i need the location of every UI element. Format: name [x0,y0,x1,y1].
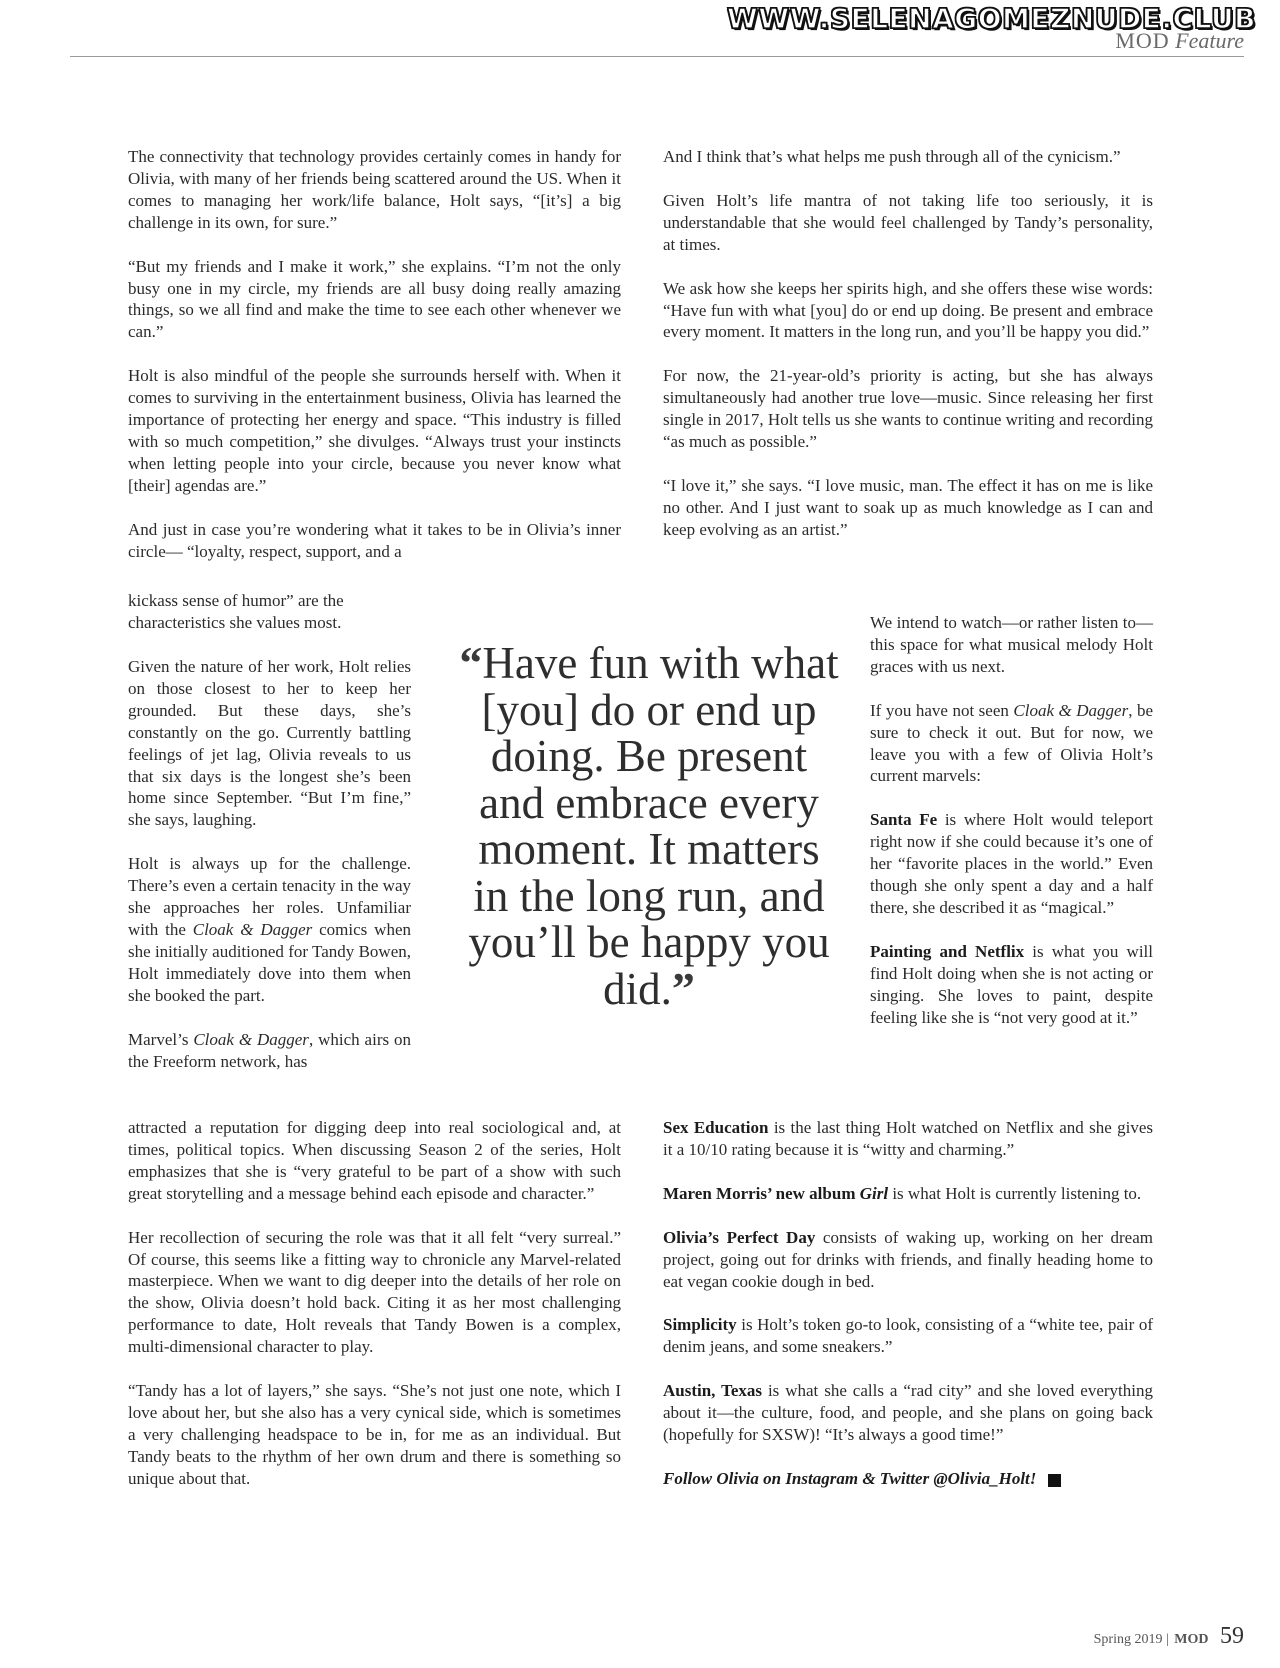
paragraph [870,809,1153,919]
right-column-bottom [663,1117,1153,1490]
text: is what she calls a “rad city” and she loved everything about it—the culture, food, and people, and she plans on going back (hopefully for SXSW)! “It’s always a good time!” [663,1381,1153,1445]
left-inner-circle-end [128,612,621,634]
item-heading: Simplicity [663,1315,737,1335]
right-narrow-column [870,612,1153,1029]
show-title: Cloak & Dagger [192,919,313,939]
item-heading: Sex Education [663,1118,769,1137]
end-mark-icon [1048,1474,1061,1487]
item-heading: Santa Fe [870,810,938,830]
paragraph [663,1117,1153,1161]
show-title: Cloak & Dagger [1013,700,1129,720]
watermark: WWW.SELENAGOMEZNUDE.CLUB [726,2,1256,35]
text: is what Holt is currently listening to. [888,1183,1142,1203]
left-column-bottom [128,1117,621,1490]
footer-magazine: MOD [1174,1632,1209,1647]
show-title: Cloak & Dagger [193,1029,309,1049]
item-heading: Olivia’s Perfect Day [663,1227,816,1247]
item-heading: Maren Morris’ new album [663,1183,860,1203]
text: , which airs on the Freeform network, has [128,1029,411,1071]
paragraph: Given Holt’s life mantra of not taking life too seriously, it is understandable that she would feel challenged by Tandy’s personality, at times. [663,190,1153,254]
text: Marvel’s [128,1029,194,1049]
paragraph [128,853,411,1006]
paragraph: “I love it,” she says. “I love music, man. The effect it has on me is like no other. And I just want to soak up as much knowledge as I can and keep evolving as an artist.” [663,475,1153,539]
header-magazine: MOD [1115,28,1170,53]
item-heading: Painting and Netflix [870,941,1025,961]
text: , be sure to check it out. But for now, we leave you with a few of Olivia Holt’s current marvels: [870,700,1154,786]
paragraph: The connectivity that technology provides certainly comes in handy for Olivia, with many of her friends being scattered around the US. When it comes to managing her work/life balance, Holt says, “[it’s] a big challenge in its own, for sure.” [128,147,621,232]
text: is what you will find Holt doing when she is not acting or singing. She loves to paint, despite feeling like she is “not very good at it.” [870,941,1153,1027]
left-inner-circle-narrow [128,590,411,612]
social-follow-line: Follow Olivia on Instagram & Twitter @Olivia_Holt! [663,1468,1037,1488]
close-quote-mark: ” [671,962,695,1014]
paragraph: Holt is also mindful of the people she surrounds herself with. When it comes to surviving in the entertainment business, Olivia has learned the importance of protecting her energy and space. “This industry is filled with so much competition,” she divulges. “Always trust your instincts when letting people into your circle, because you never know what [their] agendas are.” [128,366,621,495]
paragraph: For now, the 21-year-old’s priority is acting, but she has always simultaneously had another true love—music. Since releasing her first single in 2017, Holt tells us she wants to continue writing and recording “as much as possible.” [663,366,1153,452]
paragraph: Her recollection of securing the role was that it all felt “very surreal.” Of course, this seems like a fitting way to chronicle any Marvel-related masterpiece. When we want to dig deeper into the details of her role on the show, Olivia doesn’t hold back. Citing it as her most challenging performance to date, Holt reveals that Tandy Bowen is a complex, multi-dimensional character to play. [128,1227,621,1357]
pull-quote-text: Have fun with what [you] do or end up doing. Be present and embrace every moment. It matters in the long run, and you’ll be happy you did. [468,638,839,1014]
paragraph-line: characteristics she values most. [128,613,342,632]
paragraph [870,700,1153,788]
text: comics when she initially auditioned for Tandy Bowen, Holt immediately dove into them when she booked the part. [128,919,411,1005]
section-header [1115,28,1244,54]
item-heading: Austin, Texas [663,1381,763,1401]
footer-separator: | [1165,1632,1169,1647]
open-quote-mark: “ [459,637,483,688]
paragraph: And I think that’s what helps me push through all of the cynicism.” [663,147,1121,166]
left-column-top [128,146,621,563]
text: is Holt’s token go-to look, consisting of a “white tee, pair of denim jeans, and some sneakers.” [663,1315,1153,1357]
text: If you have not seen [870,700,1014,720]
paragraph [663,1227,1153,1293]
paragraph: “Tandy has a lot of layers,” she says. “She’s not just one note, which I love about her, but she also has a very cynical side, which is sometimes a very challenging headspace to be in, for me as an individual. But Tandy beats to the rhythm of her own drum and there is something so unique about that. [128,1381,621,1488]
page-number: 59 [1220,1623,1244,1649]
paragraph-line: kickass sense of humor” are the [128,591,344,610]
footer-issue: Spring 2019 [1093,1632,1163,1647]
paragraph [663,1314,1153,1358]
album-title: Girl [859,1183,889,1203]
paragraph [663,1380,1153,1446]
paragraph [128,1029,411,1073]
paragraph: And just in case you’re wondering what it takes to be in Olivia’s inner circle— “loyalty, respect, support, and a [128,519,621,561]
text: is the last thing Holt watched on Netflix and she gives it a 10/10 rating because it is “witty and charming.” [663,1118,1154,1159]
pull-quote [458,637,840,1014]
text: Holt is always up for the challenge. There’s even a certain tenacity in the way she approaches her roles. Unfamiliar with the [128,854,411,939]
header-section: Feature [1175,28,1244,53]
text: is where Holt would teleport right now if she could because it’s one of her “favorite places in the world.” Even though she only spent a day and a half there, she described it as “magical.” [870,810,1154,917]
paragraph: attracted a reputation for digging deep into real sociological and, at times, political topics. When discussing Season 2 of the series, Holt emphasizes that she is “very grateful to be part of a show with such great storytelling and a message behind each episode and character.” [128,1118,621,1203]
paragraph: Given the nature of her work, Holt relies on those closest to her to keep her grounded. But these days, she’s constantly on the go. Currently battling feelings of jet lag, Olivia reveals to us that six days is the longest she’s been home since September. “But I’m fine,” she says, laughing. [128,657,411,830]
right-column-top [663,146,1153,541]
text: consists of waking up, working on her dream project, going out for drinks with friends, and finally heading home to eat vegan cookie dough in bed. [663,1227,1153,1291]
paragraph [663,1183,1153,1205]
paragraph: “But my friends and I make it work,” she explains. “I’m not the only busy one in my circle, my friends are all busy doing really amazing things, so we all find and make the time to see each other whenever we can.” [128,256,621,342]
paragraph: We ask how she keeps her spirits high, and she offers these wise words: “Have fun with what [you] do or end up doing. Be present and embrace every moment. It matters in the long run, and you’ll be happy you did.” [663,278,1153,342]
left-narrow-column [128,656,411,1072]
header-rule [70,56,1244,57]
paragraph [663,1468,1153,1490]
paragraph: We intend to watch—or rather listen to—this space for what musical melody Holt graces with us next. [870,613,1153,676]
paragraph [870,941,1153,1029]
page-footer [1094,1623,1244,1650]
